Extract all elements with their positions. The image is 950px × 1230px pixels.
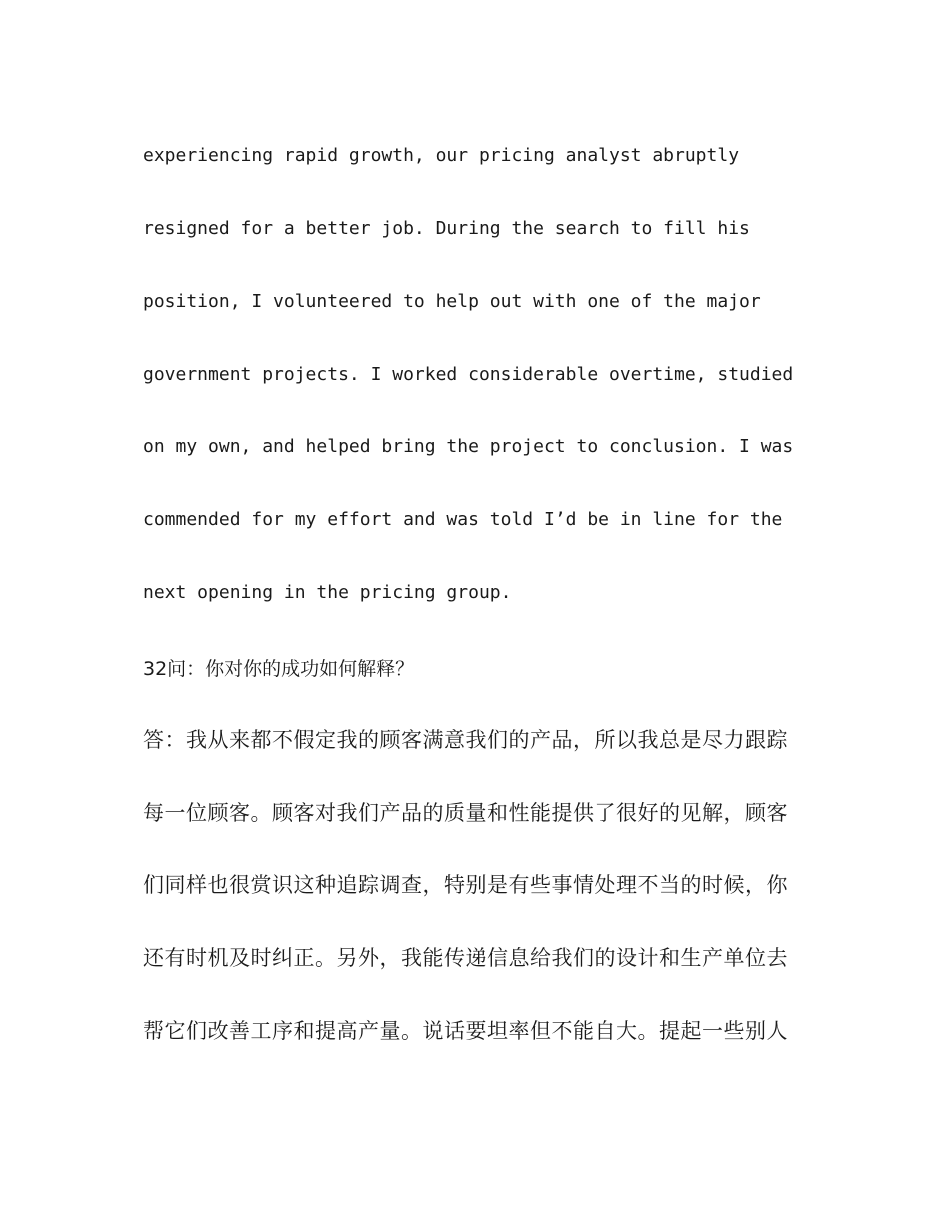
answer-text-line: 们同样也很赏识这种追踪调查，特别是有些事情处理不当的时候，你 <box>143 873 788 897</box>
answer-text-line: 每一位顾客。顾客对我们产品的质量和性能提供了很好的见解，顾客 <box>143 801 788 825</box>
body-text-line: commended for my effort and was told I’d be in line for the <box>143 509 783 530</box>
body-text-line: next opening in the pricing group. <box>143 582 512 603</box>
body-text-line: on my own, and helped bring the project to conclusion. I was <box>143 436 794 457</box>
body-text-line: government projects. I worked considerable overtime, studied <box>143 364 794 385</box>
answer-text-line: 帮它们改善工序和提高产量。说话要坦率但不能自大。提起一些别人 <box>143 1019 788 1043</box>
answer-text-line: 答：我从来都不假定我的顾客满意我们的产品，所以我总是尽力跟踪 <box>143 728 788 752</box>
body-text-line: position, I volunteered to help out with one of the major <box>143 291 761 312</box>
question-heading: 32问：你对你的成功如何解释？ <box>143 658 415 680</box>
answer-text-line: 还有时机及时纠正。另外，我能传递信息给我们的设计和生产单位去 <box>143 946 788 970</box>
body-text-line: experiencing rapid growth, our pricing analyst abruptly <box>143 145 740 166</box>
body-text-line: resigned for a better job. During the search to fill his <box>143 218 750 239</box>
